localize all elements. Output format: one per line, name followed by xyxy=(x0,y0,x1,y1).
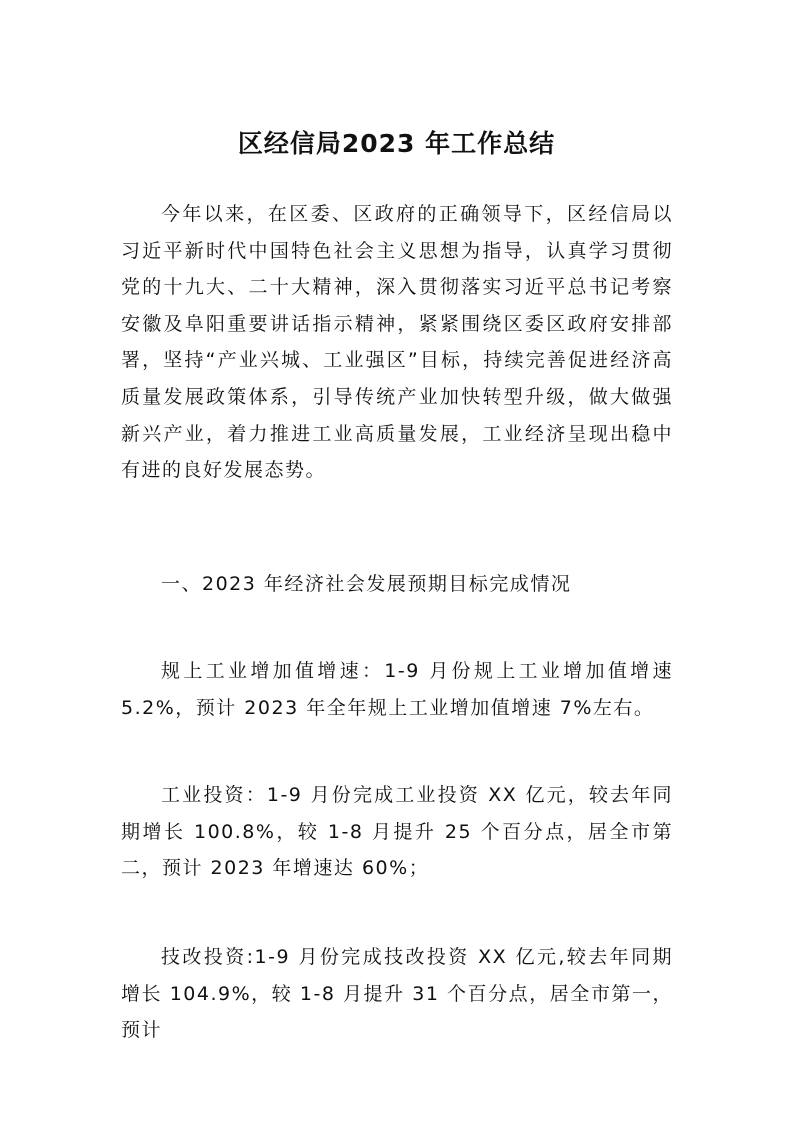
intro-paragraph: 今年以来，在区委、区政府的正确领导下，区经信局以习近平新时代中国特色社会主义思想为指导，认真学习贯彻党的十九大、二十大精神，深入贯彻落实习近平总书记考察安徽及阜阳重要讲话指示精神，紧紧围绕区委区政府安排部署，坚持“产业兴城、工业强区”目标，持续完善促进经济高质量发展政策体系，引导传统产业加快转型升级，做大做强新兴产业，着力推进工业高质量发展，工业经济呈现出稳中有进的良好发展态势。 xyxy=(121,203,673,482)
section-heading: 一、2023 年经济社会发展预期目标完成情况 xyxy=(161,573,572,595)
tech-renovation-investment-paragraph: 技改投资:1-9 月份完成技改投资 XX 亿元,较去年同期增长 104.9%，较 1-8 月提升 31 个百分点，居全市第一，预计 xyxy=(121,946,673,1042)
industrial-investment-paragraph: 工业投资：1-9 月份完成工业投资 XX 亿元，较去年同期增长 100.8%，较 1-8 月提升 25 个百分点，居全市第二，预计 2023 年增速达 60%； xyxy=(121,784,673,880)
industrial-value-added-paragraph: 规上工业增加值增速：1-9 月份规上工业增加值增速5.2%，预计 2023 年全年规上工业增加值增速 7%左右。 xyxy=(121,660,673,719)
document-title: 区经信局2023 年工作总结 xyxy=(237,129,556,158)
